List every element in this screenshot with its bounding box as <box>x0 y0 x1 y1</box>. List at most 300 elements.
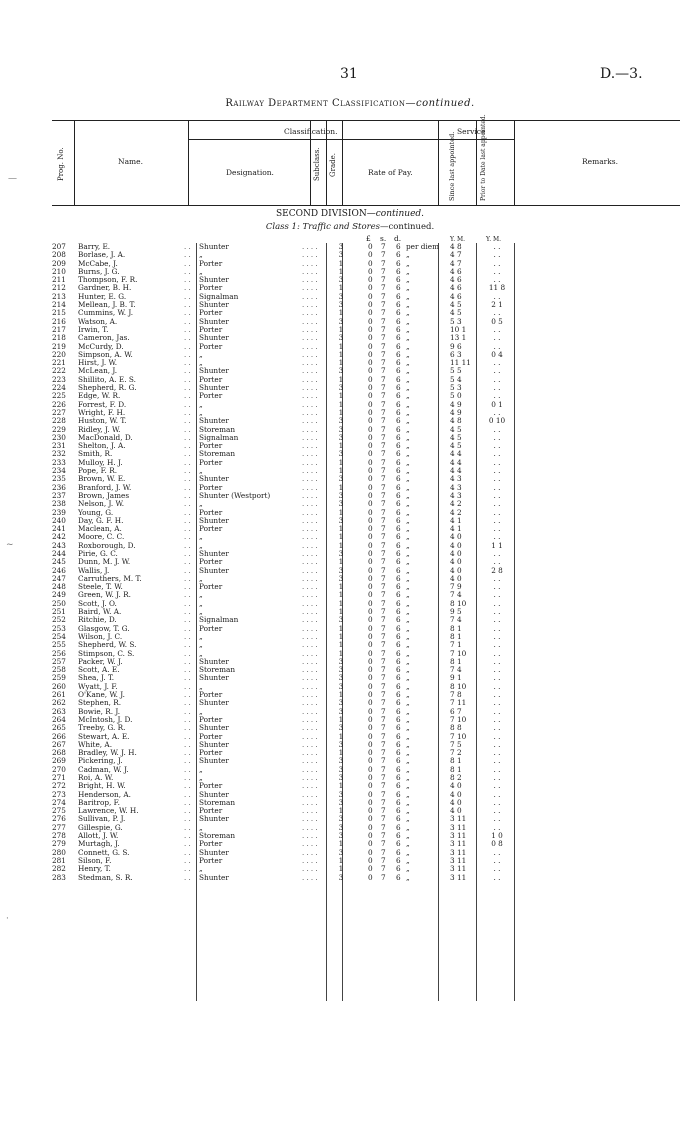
cell-l: 0 <box>368 449 373 459</box>
cell-s: 7 <box>381 739 386 749</box>
cell-l: 0 <box>368 839 373 849</box>
leader-dots: . . <box>184 790 191 799</box>
leader-dots: . . <box>184 367 191 376</box>
cell-per: „ <box>406 623 410 633</box>
cell-des: Porter <box>199 283 223 293</box>
cell-name: Wallis, J. <box>78 565 110 575</box>
cell-prior: . . <box>493 358 501 368</box>
cell-s: 7 <box>381 623 386 633</box>
cell-s: 7 <box>381 731 386 741</box>
cell-per: „ <box>406 673 410 683</box>
cell-d: 6 <box>396 524 401 534</box>
leader-dots: . . . . <box>302 342 318 351</box>
leader-dots: . . <box>184 674 191 683</box>
cell-per: „ <box>406 864 410 874</box>
cell-sub: 3 <box>338 739 344 749</box>
leader-dots: . . . . <box>302 549 318 558</box>
cell-name: Forrest, F. D. <box>78 399 127 409</box>
cell-l: 0 <box>368 598 373 608</box>
cell-l: 0 <box>368 548 373 558</box>
cell-sub: 1 <box>338 690 344 700</box>
cell-l: 0 <box>368 416 373 426</box>
cell-d: 6 <box>396 615 401 625</box>
cell-prior: 11 8 <box>488 283 506 293</box>
leader-dots: . . <box>184 450 191 459</box>
cell-sub: 3 <box>338 756 344 766</box>
cell-since: 7 8 <box>450 690 462 700</box>
leader-dots: . . <box>184 749 191 758</box>
cell-l: 0 <box>368 482 373 492</box>
cell-s: 7 <box>381 773 386 782</box>
cell-sub: 3 <box>338 698 344 708</box>
cell-num: 262 <box>52 698 66 708</box>
cell-since: 4 2 <box>450 507 462 517</box>
leader-dots: . . <box>184 798 191 807</box>
cell-num: 264 <box>52 714 66 724</box>
cell-name: Gardner, B. H. <box>78 283 132 293</box>
cell-prior: . . <box>493 308 501 318</box>
leader-dots: . . . . <box>302 840 318 849</box>
cell-des: Porter <box>199 482 223 492</box>
cell-prior: . . <box>493 756 501 766</box>
cell-name: Shepherd, R. G. <box>78 383 137 393</box>
cell-s: 7 <box>381 855 386 865</box>
cell-des: Shunter <box>199 698 229 708</box>
cell-des: Porter <box>199 457 223 467</box>
leader-dots: . . <box>184 392 191 401</box>
cell-since: 4 0 <box>450 532 462 542</box>
cell-num: 212 <box>52 283 66 293</box>
cell-sub: 3 <box>338 773 344 782</box>
cell-s: 7 <box>381 300 386 310</box>
leader-dots: . . <box>184 243 191 251</box>
leader-dots: . . <box>184 284 191 293</box>
cell-since: 8 10 <box>450 598 467 608</box>
cell-s: 7 <box>381 482 386 492</box>
cell-sub: 1 <box>338 557 344 567</box>
cell-d: 6 <box>396 806 401 816</box>
cell-prior: . . <box>493 773 501 782</box>
cell-des: „ <box>199 706 203 716</box>
cell-s: 7 <box>381 706 386 716</box>
title-suffix: —continued. <box>405 98 475 109</box>
cell-prior: . . <box>493 532 501 542</box>
cell-since: 4 5 <box>450 308 462 318</box>
cell-s: 7 <box>381 266 386 276</box>
cell-num: 245 <box>52 557 66 567</box>
cell-des: „ <box>199 399 203 409</box>
cell-s: 7 <box>381 524 386 534</box>
header-prior: Prior to Date last appointed. <box>480 114 487 201</box>
header-service: Service <box>457 127 486 136</box>
cell-num: 231 <box>52 441 66 451</box>
leader-dots: . . <box>184 707 191 716</box>
table-header <box>52 114 680 206</box>
cell-l: 0 <box>368 391 373 401</box>
cell-name: Bright, H. W. <box>78 781 126 791</box>
cell-prior: . . <box>493 582 501 592</box>
cell-num: 271 <box>52 773 66 782</box>
leader-dots: . . . . <box>302 765 318 774</box>
cell-s: 7 <box>381 839 386 849</box>
cell-s: 7 <box>381 615 386 625</box>
cell-per: „ <box>406 598 410 608</box>
leader-dots: . . . . <box>302 467 318 476</box>
cell-sub: 3 <box>338 573 344 583</box>
cell-l: 0 <box>368 748 373 758</box>
leader-dots: . . . . <box>302 774 318 782</box>
cell-num: 229 <box>52 424 66 434</box>
cell-name: Day, G. F. H. <box>78 515 124 525</box>
cell-prior: . . <box>493 548 501 558</box>
cell-des: Shunter <box>199 872 229 882</box>
leader-dots: . . <box>184 682 191 691</box>
leader-dots: . . . . <box>302 450 318 459</box>
cell-since: 5 4 <box>450 374 462 384</box>
cell-per: „ <box>406 532 410 542</box>
leader-dots: . . <box>184 467 191 476</box>
cell-sub: 3 <box>338 797 344 807</box>
cell-s: 7 <box>381 831 386 841</box>
cell-per: „ <box>406 515 410 525</box>
cell-s: 7 <box>381 441 386 451</box>
cell-num: 255 <box>52 640 66 650</box>
cell-num: 213 <box>52 291 66 301</box>
leader-dots: . . <box>184 641 191 650</box>
class-desc: : Traffic and Stores <box>296 222 381 232</box>
cell-d: 6 <box>396 690 401 700</box>
cell-name: Mellean, J. B. T. <box>78 300 136 310</box>
leader-dots: . . . . <box>302 757 318 766</box>
cell-l: 0 <box>368 706 373 716</box>
cell-d: 6 <box>396 358 401 368</box>
leader-dots: . . <box>184 840 191 849</box>
leader-dots: . . . . <box>302 525 318 534</box>
cell-prior: . . <box>493 366 501 376</box>
cell-sub: 1 <box>338 590 344 600</box>
cell-per: „ <box>406 748 410 758</box>
leader-dots: . . . . <box>302 500 318 509</box>
cell-s: 7 <box>381 349 386 359</box>
cell-sub: 1 <box>338 441 344 451</box>
cell-d: 6 <box>396 814 401 824</box>
cell-l: 0 <box>368 631 373 641</box>
cell-since: 3 11 <box>450 847 467 857</box>
cell-prior: 1 0 <box>491 831 503 841</box>
cell-sub: 1 <box>338 399 344 409</box>
cell-per: „ <box>406 407 410 417</box>
cell-name: Huston, W. T. <box>78 416 127 426</box>
cell-since: 8 1 <box>450 656 462 666</box>
cell-d: 6 <box>396 349 401 359</box>
cell-des: Shunter <box>199 565 229 575</box>
leader-dots: . . . . <box>302 574 318 583</box>
cell-l: 0 <box>368 797 373 807</box>
cell-l: 0 <box>368 781 373 791</box>
cell-s: 7 <box>381 407 386 417</box>
cell-prior: . . <box>493 665 501 675</box>
cell-des: Porter <box>199 806 223 816</box>
cell-per: „ <box>406 507 410 517</box>
cell-since: 6 3 <box>450 349 462 359</box>
cell-s: 7 <box>381 466 386 476</box>
leader-dots: . . <box>184 533 191 542</box>
cell-sub: 1 <box>338 391 344 401</box>
cell-sub: 1 <box>338 806 344 816</box>
cell-name: Roi, A. W. <box>78 773 114 782</box>
cell-prior: . . <box>493 383 501 393</box>
cell-s: 7 <box>381 872 386 882</box>
cell-prior: . . <box>493 706 501 716</box>
cell-prior: . . <box>493 847 501 857</box>
cell-since: 4 0 <box>450 806 462 816</box>
leader-dots: . . . . <box>302 276 318 285</box>
cell-d: 6 <box>396 490 401 500</box>
cell-d: 6 <box>396 416 401 426</box>
cell-prior: . . <box>493 640 501 650</box>
cell-name: Steele, T. W. <box>78 582 123 592</box>
cell-l: 0 <box>368 524 373 534</box>
cell-prior: . . <box>493 407 501 417</box>
cell-since: 8 1 <box>450 623 462 633</box>
leader-dots: . . <box>184 483 191 492</box>
cell-d: 6 <box>396 797 401 807</box>
cell-name: Shillito, A. E. S. <box>78 374 136 384</box>
leader-dots: . . . . <box>302 724 318 733</box>
pence-header: d. <box>394 234 402 243</box>
cell-d: 6 <box>396 789 401 799</box>
cell-l: 0 <box>368 258 373 268</box>
cell-name: Treeby, G. R. <box>78 723 126 733</box>
cell-per: „ <box>406 839 410 849</box>
cell-prior: . . <box>493 698 501 708</box>
header-classification: Classification. <box>284 127 338 136</box>
cell-per: „ <box>406 648 410 658</box>
cell-d: 6 <box>396 391 401 401</box>
header-name: Name. <box>118 157 143 166</box>
leader-dots: . . <box>184 865 191 874</box>
leader-dots: . . . . <box>302 707 318 716</box>
cell-des: Shunter <box>199 814 229 824</box>
leader-dots: . . <box>184 433 191 442</box>
cell-des: Porter <box>199 308 223 318</box>
leader-dots: . . . . <box>302 566 318 575</box>
cell-prior: . . <box>493 507 501 517</box>
leader-dots: . . . . <box>302 325 318 334</box>
cell-num: 257 <box>52 656 66 666</box>
leader-dots: . . . . <box>302 243 318 251</box>
cell-name: Cadman, W. J. <box>78 764 129 774</box>
cell-s: 7 <box>381 449 386 459</box>
cell-d: 6 <box>396 781 401 791</box>
shillings-header: s. <box>380 234 387 243</box>
cell-num: 247 <box>52 573 66 583</box>
cell-name: Smith, R. <box>78 449 113 459</box>
cell-s: 7 <box>381 748 386 758</box>
leader-dots: . . <box>184 458 191 467</box>
cell-des: Shunter <box>199 366 229 376</box>
cell-d: 6 <box>396 706 401 716</box>
cell-num: 263 <box>52 706 66 716</box>
cell-since: 4 8 <box>450 242 462 251</box>
cell-per: „ <box>406 266 410 276</box>
cell-num: 221 <box>52 358 66 368</box>
prior-ym-header: Y. M. <box>486 236 502 243</box>
cell-prior: . . <box>493 731 501 741</box>
cell-l: 0 <box>368 615 373 625</box>
cell-per: „ <box>406 358 410 368</box>
cell-num: 280 <box>52 847 66 857</box>
leader-dots: . . <box>184 715 191 724</box>
leader-dots: . . . . <box>302 317 318 326</box>
cell-prior: 0 1 <box>491 399 503 409</box>
cell-name: Packer, W. J. <box>78 656 123 666</box>
cell-per: „ <box>406 416 410 426</box>
cell-name: Edge, W. R. <box>78 391 121 401</box>
leader-dots: . . <box>184 317 191 326</box>
cell-s: 7 <box>381 242 386 251</box>
division-label: SECOND DIVISION <box>275 209 367 219</box>
cell-name: Henry, T. <box>78 864 111 874</box>
cell-l: 0 <box>368 324 373 334</box>
cell-name: Wilson, J. C. <box>78 631 123 641</box>
cell-sub: 1 <box>338 358 344 368</box>
leader-dots: . . . . <box>302 508 318 517</box>
cell-sub: 1 <box>338 258 344 268</box>
cell-num: 267 <box>52 739 66 749</box>
cell-s: 7 <box>381 648 386 658</box>
cell-since: 8 1 <box>450 631 462 641</box>
cell-since: 4 9 <box>450 399 462 409</box>
cell-l: 0 <box>368 822 373 832</box>
cell-since: 3 11 <box>450 872 467 882</box>
margin-mark: ~ <box>6 540 14 550</box>
cell-s: 7 <box>381 391 386 401</box>
cell-l: 0 <box>368 607 373 617</box>
cell-des: „ <box>199 499 203 509</box>
cell-name: Pirie, G. C. <box>78 548 118 558</box>
cell-since: 7 2 <box>450 748 462 758</box>
leader-dots: . . . . <box>302 599 318 608</box>
cell-sub: 3 <box>338 366 344 376</box>
cell-des: Shunter <box>199 548 229 558</box>
cell-name: Carruthers, M. T. <box>78 573 142 583</box>
cell-d: 6 <box>396 540 401 550</box>
leader-dots: . . <box>184 632 191 641</box>
cell-num: 253 <box>52 623 66 633</box>
cell-per: „ <box>406 756 410 766</box>
cell-des: Shunter <box>199 789 229 799</box>
cell-num: 248 <box>52 582 66 592</box>
cell-sub: 3 <box>338 872 344 882</box>
cell-d: 6 <box>396 665 401 675</box>
cell-prior: 2 1 <box>491 300 503 310</box>
cell-name: Watson, A. <box>78 316 118 326</box>
cell-since: 4 6 <box>450 275 462 285</box>
cell-d: 6 <box>396 557 401 567</box>
cell-sub: 3 <box>338 499 344 509</box>
cell-per: „ <box>406 383 410 393</box>
cell-prior: . . <box>493 855 501 865</box>
cell-sub: 3 <box>338 424 344 434</box>
cell-name: Scott, A. E. <box>78 665 120 675</box>
cell-num: 281 <box>52 855 66 865</box>
cell-d: 6 <box>396 731 401 741</box>
leader-dots: . . <box>184 624 191 633</box>
cell-des: Shunter <box>199 723 229 733</box>
cell-num: 273 <box>52 789 66 799</box>
cell-since: 4 6 <box>450 291 462 301</box>
cell-des: Porter <box>199 748 223 758</box>
cell-d: 6 <box>396 764 401 774</box>
cell-sub: 3 <box>338 673 344 683</box>
cell-l: 0 <box>368 648 373 658</box>
cell-prior: . . <box>493 615 501 625</box>
cell-since: 4 6 <box>450 283 462 293</box>
cell-d: 6 <box>396 283 401 293</box>
cell-d: 6 <box>396 872 401 882</box>
leader-dots: . . . . <box>302 417 318 426</box>
cell-num: 242 <box>52 532 66 542</box>
cell-since: 3 11 <box>450 855 467 865</box>
cell-name: Borlase, J. A. <box>78 250 126 260</box>
leader-dots: . . . . <box>302 865 318 874</box>
cell-per: „ <box>406 524 410 534</box>
cell-l: 0 <box>368 864 373 874</box>
cell-since: 7 10 <box>450 714 467 724</box>
cell-name: Hirst, J. W. <box>78 358 118 368</box>
leader-dots: . . . . <box>302 608 318 617</box>
cell-name: Wyatt, J. F. <box>78 681 118 691</box>
cell-d: 6 <box>396 590 401 600</box>
leader-dots: . . . . <box>302 691 318 700</box>
cell-d: 6 <box>396 407 401 417</box>
cell-name: McCurdy, D. <box>78 341 124 351</box>
cell-prior: . . <box>493 482 501 492</box>
cell-des: Porter <box>199 507 223 517</box>
leader-dots: . . . . <box>302 375 318 384</box>
cell-s: 7 <box>381 847 386 857</box>
leader-dots: . . . . <box>302 301 318 310</box>
cell-since: 7 4 <box>450 665 462 675</box>
cell-num: 275 <box>52 806 66 816</box>
cell-des: Shunter <box>199 333 229 343</box>
cell-num: 278 <box>52 831 66 841</box>
cell-s: 7 <box>381 308 386 318</box>
cell-d: 6 <box>396 242 401 251</box>
leader-dots: . . <box>184 873 191 882</box>
cell-prior: . . <box>493 607 501 617</box>
cell-prior: . . <box>493 656 501 666</box>
cell-per: „ <box>406 391 410 401</box>
cell-since: 4 2 <box>450 499 462 509</box>
cell-s: 7 <box>381 416 386 426</box>
cell-s: 7 <box>381 690 386 700</box>
header-grade: Grade. <box>329 153 337 177</box>
cell-s: 7 <box>381 424 386 434</box>
cell-d: 6 <box>396 449 401 459</box>
cell-prior: . . <box>493 690 501 700</box>
leader-dots: . . . . <box>302 334 318 343</box>
cell-sub: 3 <box>338 789 344 799</box>
cell-l: 0 <box>368 565 373 575</box>
cell-s: 7 <box>381 781 386 791</box>
cell-per: „ <box>406 847 410 857</box>
cell-d: 6 <box>396 507 401 517</box>
leader-dots: . . . . <box>302 533 318 542</box>
cell-d: 6 <box>396 466 401 476</box>
cell-name: Green, W. J. R. <box>78 590 131 600</box>
